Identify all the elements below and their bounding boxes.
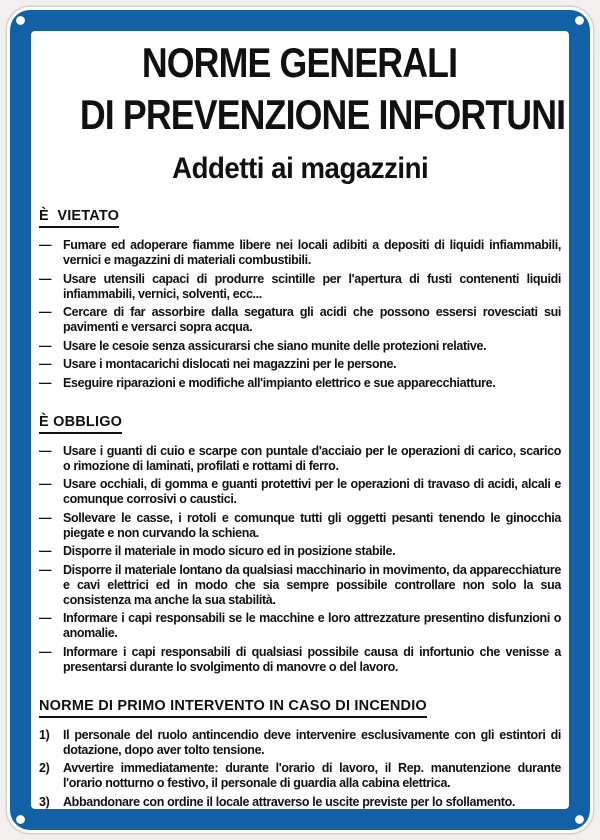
- list-item: [39, 339, 561, 354]
- screw-hole-bottom-right: [575, 815, 584, 824]
- section-incendio: [37, 697, 563, 810]
- item-marker: —: [39, 305, 52, 319]
- item-text: Eseguire riparazioni e modifiche all'impianto elettrico e sue apparecchiatture.: [63, 375, 496, 390]
- list-item: [39, 376, 561, 391]
- item-text: Informare i capi responsabili se le macchine e loro attrezzature presentino disfunzioni o anomalie.: [63, 611, 561, 640]
- item-marker: 3): [39, 794, 50, 809]
- screw-hole-top-left: [16, 16, 25, 25]
- item-text: Usare i montacarichi dislocati nei magazzini per le persone.: [63, 357, 397, 371]
- list-item: [39, 544, 561, 559]
- list-item: [39, 563, 561, 608]
- section-obbligo: [37, 413, 563, 675]
- item-marker: —: [39, 562, 52, 577]
- item-text: Usare le cesoie senza assicurarsi che siano munite delle protezioni relative.: [63, 338, 487, 353]
- blue-frame: [10, 10, 590, 830]
- item-marker: —: [39, 271, 52, 286]
- sign-content: [31, 31, 569, 809]
- screw-hole-top-right: [575, 16, 584, 25]
- list-item: [39, 511, 561, 541]
- list-item: [39, 305, 561, 335]
- section-heading-vietato: È VIETATO: [39, 207, 561, 228]
- page-title-line1: [37, 37, 563, 89]
- item-marker: —: [39, 443, 52, 458]
- item-text: Disporre il materiale in modo sicuro ed in posizione stabile.: [63, 544, 396, 558]
- item-text: Usare i guanti di cuio e scarpe con puntale d'acciaio per le operazioni di carico, scarico o rimozione di laminati, profilati e rottami di ferro.: [63, 443, 561, 473]
- sign-subtitle: [37, 153, 563, 185]
- page-title-line2-text: DI PREVENZIONE INFORTUNI: [79, 91, 566, 138]
- list-item: [39, 238, 561, 268]
- item-text: Usare utensili capaci di produrre scintille per l'apertura di fusti contenenti liquidi infiammabili, vernici, solventi, ecc...: [63, 271, 561, 301]
- list-item: [39, 795, 561, 810]
- item-marker: —: [39, 544, 52, 558]
- sign-plate: [6, 6, 594, 834]
- list-item: [39, 761, 561, 791]
- item-text: Sollevare le casse, i rotoli e comunque tutti gli oggetti pesanti tenendo le ginocchia piegate e non curvando la schiena.: [63, 510, 561, 540]
- item-text: Avvertire immediatamente: durante l'orario di lavoro, il Rep. manutenzione durante l'orario notturno o festivo, il personale di guardia alla cabina elettrica.: [63, 761, 561, 790]
- item-marker: 2): [39, 761, 50, 775]
- item-text: Cercare di far assorbire dalla segatura gli acidi che possono essersi rovesciati sui pavimenti e versarci sopra acqua.: [63, 305, 561, 334]
- list-item: [39, 477, 561, 507]
- item-marker: —: [39, 238, 52, 252]
- item-text: Abbandonare con ordine il locale attraverso le uscite previste per lo sfollamento.: [63, 794, 515, 809]
- item-text: Informare i capi responsabili di qualsiasi possibile causa di infortunio che venisse a presentarsi durante lo svolgimento di manovre o del lavoro.: [63, 644, 561, 674]
- item-text: Il personale del ruolo antincendio deve intervenire esclusivamente con gli estintori di dotazione, dopo aver tolto tensione.: [63, 727, 561, 757]
- item-text: Usare occhiali, di gomma e guanti protettivi per le operazioni di travaso di acidi, alcali e comunque corrosivi o caustici.: [63, 477, 561, 506]
- page-title-line1-text: NORME GENERALI: [142, 39, 458, 86]
- section-vietato: [37, 207, 563, 391]
- sign-header: [37, 33, 566, 185]
- item-marker: —: [39, 477, 52, 491]
- section-heading-incendio: NORME DI PRIMO INTERVENTO IN CASO DI INCENDIO: [39, 697, 561, 718]
- list-item: [39, 728, 561, 758]
- list-item: [39, 444, 561, 474]
- item-marker: —: [39, 375, 52, 390]
- item-marker: —: [39, 611, 52, 625]
- item-marker: —: [39, 338, 52, 353]
- item-marker: —: [39, 644, 52, 659]
- item-text: Disporre il materiale lontano da qualsiasi macchinario in movimento, da apparecchiature e cavi elettrici ed in modo che sia sempre possibile controllare non solo la sua consistenza ma anche la sua stabilità.: [63, 562, 561, 607]
- list-item: [39, 357, 561, 372]
- section-heading-obbligo: È OBBLIGO: [39, 413, 561, 434]
- item-marker: —: [39, 357, 52, 371]
- screw-hole-bottom-left: [16, 815, 25, 824]
- list-item: [39, 611, 561, 641]
- item-marker: 1): [39, 727, 50, 742]
- page-title-line2: [37, 89, 566, 141]
- item-text: Fumare ed adoperare fiamme libere nei locali adibiti a depositi di liquidi infiammabili, vernici e magazzini di materiali combustibili.: [63, 238, 561, 267]
- list-item: [39, 645, 561, 675]
- list-item: [39, 272, 561, 302]
- sign-subtitle-text: Addetti ai magazzini: [171, 152, 429, 185]
- item-marker: —: [39, 510, 52, 525]
